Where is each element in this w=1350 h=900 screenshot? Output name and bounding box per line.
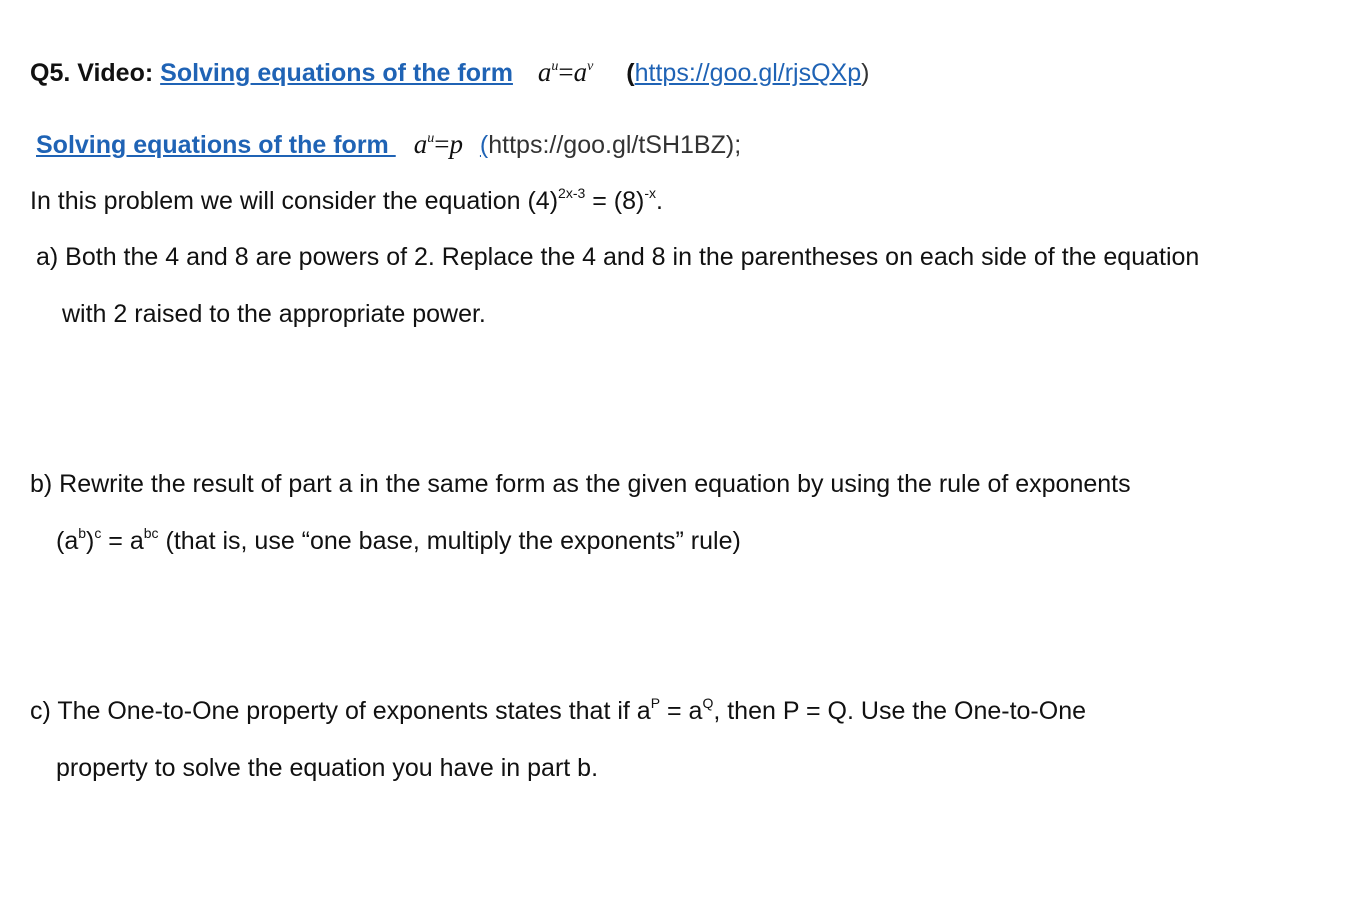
part-a-line2: with 2 raised to the appropriate power. bbox=[62, 300, 486, 328]
part-a-line1: a) Both the 4 and 8 are powers of 2. Replace the 4 and 8 in the parentheses on each side of the equation bbox=[36, 243, 1200, 271]
intro-line: In this problem we will consider the equation $(4)^{2x-3} = (8)^{-x}$. bbox=[30, 185, 663, 215]
q5-header-line bbox=[30, 56, 869, 88]
video2-link[interactable]: Solving equations of the form bbox=[36, 131, 396, 159]
q5-label: Q5. Video: bbox=[30, 59, 161, 87]
video2-url-wrap: (https://goo.gl/tSH1BZ); bbox=[479, 131, 742, 159]
video2-line bbox=[36, 128, 741, 160]
video1-link[interactable]: Solving equations of the form bbox=[160, 59, 513, 87]
video2-math: $a^u=p$ bbox=[413, 129, 463, 159]
video2-url[interactable]: https://goo.gl/tSH1BZ bbox=[488, 131, 726, 159]
part-b-line1: b) Rewrite the result of part a in the same form as the given equation by using the rule of exponents bbox=[30, 470, 1131, 498]
part-b-line2: $(a^b)^c = a^{bc}$ (that is, use “one base, multiply the exponents” rule) bbox=[56, 525, 741, 555]
part-c-line1: c) The One-to-One property of exponents states that if $a^P = a^Q$, then P = Q. Use the One-to-One bbox=[30, 695, 1086, 725]
part-c-line2: property to solve the equation you have in part b. bbox=[56, 754, 599, 782]
video1-math: $a^u=a^v$ bbox=[537, 57, 594, 87]
video1-url-wrap: (https://goo.gl/rjsQXp) bbox=[626, 59, 870, 87]
video1-url-link[interactable]: https://goo.gl/rjsQXp bbox=[634, 59, 862, 87]
